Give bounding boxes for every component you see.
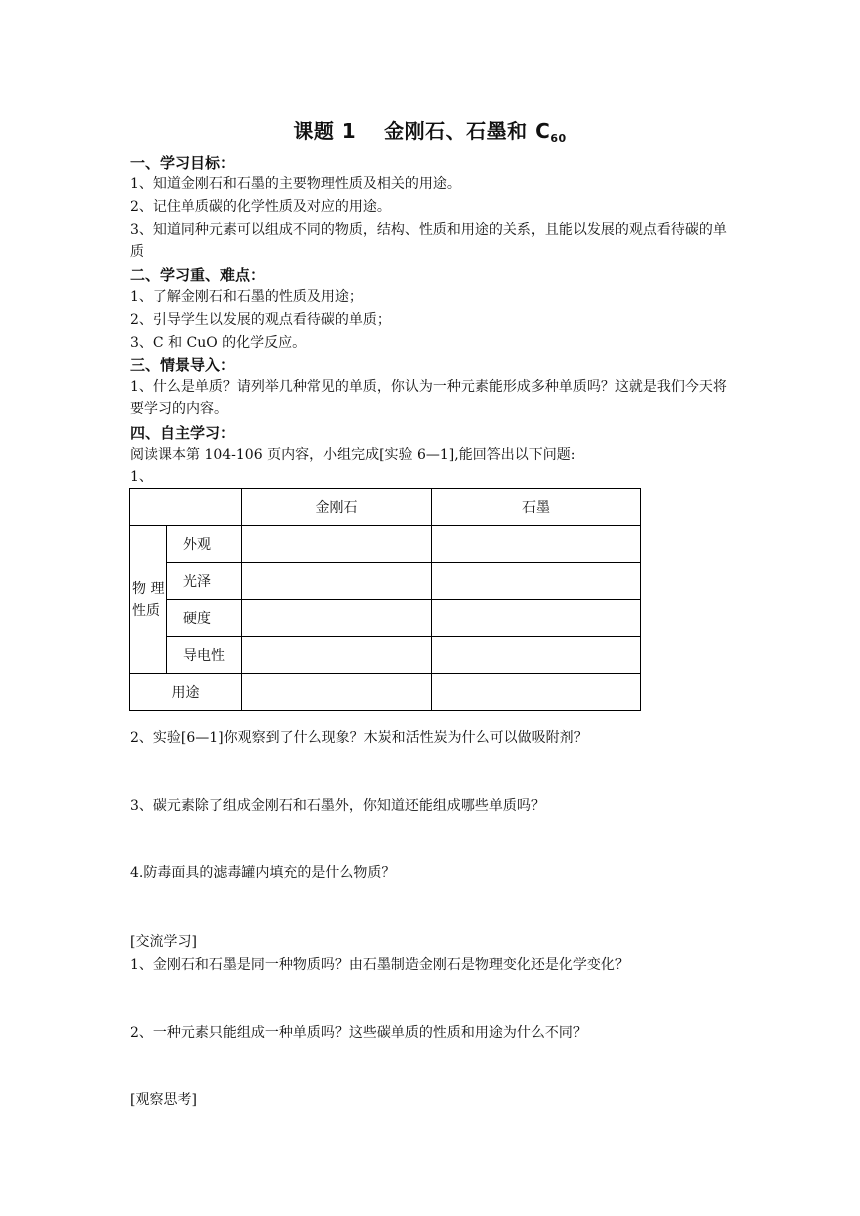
exchange-heading: [交流学习] bbox=[130, 934, 197, 950]
table-row bbox=[130, 637, 641, 674]
answer-cell[interactable] bbox=[242, 600, 432, 637]
keypoint-2: 2、引导学生以发展的观点看待碳的单质； bbox=[130, 312, 391, 328]
row-label-hardness: 硬度 bbox=[167, 600, 242, 637]
row-label-use: 用途 bbox=[130, 674, 242, 711]
table-header-row bbox=[130, 489, 641, 526]
page-title: 课题 1 金刚石、石墨和 $C_{60}$ bbox=[293, 119, 567, 145]
answer-cell[interactable] bbox=[432, 526, 641, 563]
row-label-appearance: 外观 bbox=[167, 526, 242, 563]
question-3: 3、碳元素除了组成金刚石和石墨外，你知道还能组成哪些单质吗？ bbox=[130, 798, 545, 814]
intro-question-1: 1、什么是单质？请列举几种常见的单质，你认为一种元素能形成多种单质吗？这就是我们今天将要学习的内容。 bbox=[130, 379, 727, 417]
exchange-question-1: 1、金刚石和石墨是同一种物质吗？由石墨制造金刚石是物理变化还是化学变化？ bbox=[130, 957, 629, 973]
selfstudy-intro: 阅读课本第 104-106 页内容，小组完成[实验 6—1],能回答出以下问题: bbox=[130, 447, 576, 463]
physical-properties-label: 物 理 性质 bbox=[130, 526, 167, 674]
section-objectives-heading: 一、学习目标： bbox=[130, 154, 236, 172]
question-4: 4.防毒面具的滤毒罐内填充的是什么物质？ bbox=[130, 865, 396, 881]
answer-cell[interactable] bbox=[432, 674, 641, 711]
row-label-conductivity: 导电性 bbox=[167, 637, 242, 674]
objective-3: 3、知道同种元素可以组成不同的物质，结构、性质和用途的关系，且能以发展的观点看待碳的单质 bbox=[130, 222, 727, 260]
answer-cell[interactable] bbox=[242, 637, 432, 674]
objective-2: 2、记住单质碳的化学性质及对应的用途。 bbox=[130, 199, 391, 215]
row-label-luster: 光泽 bbox=[167, 563, 242, 600]
answer-cell[interactable] bbox=[242, 526, 432, 563]
table-row bbox=[130, 600, 641, 637]
answer-cell[interactable] bbox=[242, 563, 432, 600]
properties-table bbox=[129, 488, 641, 711]
answer-cell[interactable] bbox=[432, 600, 641, 637]
answer-cell[interactable] bbox=[432, 637, 641, 674]
keypoint-1: 1、了解金刚石和石墨的性质及用途； bbox=[130, 289, 363, 305]
header-graphite: 石墨 bbox=[432, 489, 641, 526]
section-keypoints-heading: 二、学习重、难点： bbox=[130, 266, 266, 284]
objective-1: 1、知道金刚石和石墨的主要物理性质及相关的用途。 bbox=[130, 176, 461, 192]
table-row bbox=[130, 563, 641, 600]
exchange-question-2: 2、一种元素只能组成一种单质吗？这些碳单质的性质和用途为什么不同？ bbox=[130, 1025, 587, 1041]
section-intro-heading: 三、情景导入： bbox=[130, 356, 236, 374]
question-2: 2、实验[6—1]你观察到了什么现象？木炭和活性炭为什么可以做吸附剂？ bbox=[130, 730, 588, 746]
header-empty-cell bbox=[130, 489, 242, 526]
answer-cell[interactable] bbox=[242, 674, 432, 711]
table-row bbox=[130, 674, 641, 711]
keypoint-3: 3、C 和 CuO 的化学反应。 bbox=[130, 335, 307, 351]
answer-cell[interactable] bbox=[432, 563, 641, 600]
observe-heading: [观察思考] bbox=[130, 1092, 197, 1108]
table-row bbox=[130, 526, 641, 563]
header-diamond: 金刚石 bbox=[242, 489, 432, 526]
table-number: 1、 bbox=[130, 469, 153, 485]
title-subscript: 60 bbox=[550, 132, 567, 145]
section-selfstudy-heading: 四、自主学习： bbox=[130, 424, 236, 442]
